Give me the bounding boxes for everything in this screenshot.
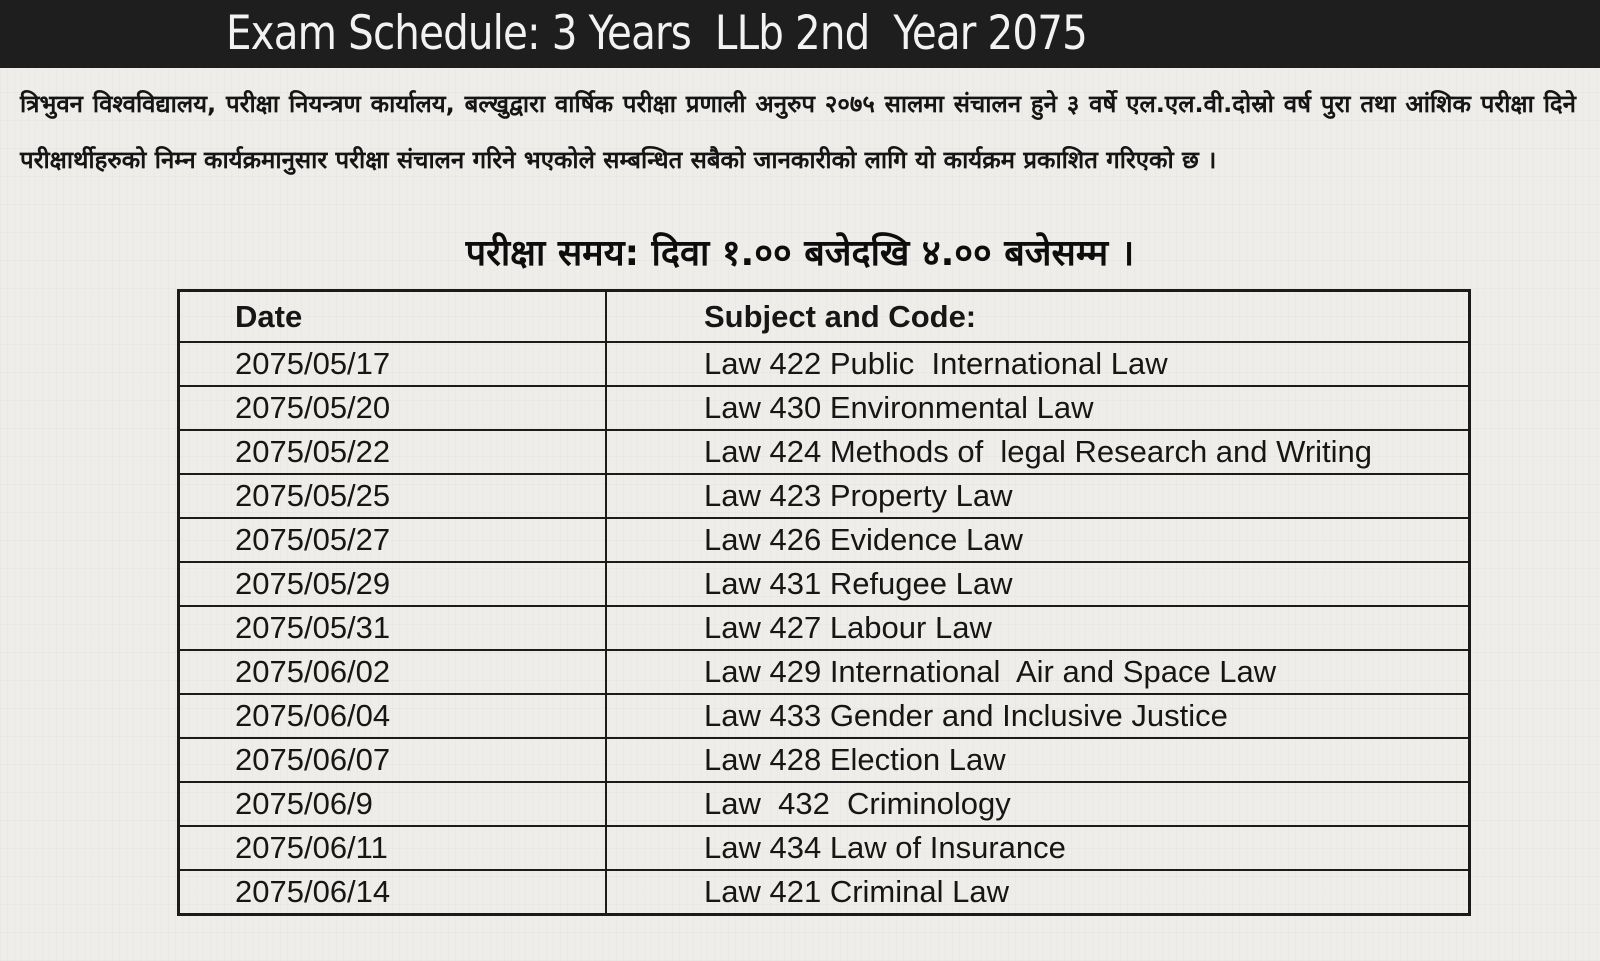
table-row bbox=[179, 650, 1470, 694]
date-cell: 2075/06/02 bbox=[179, 650, 607, 694]
subject-cell: Law 427 Labour Law bbox=[606, 606, 1470, 650]
table-row bbox=[179, 386, 1470, 430]
table-row bbox=[179, 518, 1470, 562]
exam-time-heading: परीक्षा समय: दिवा १.०० बजेदखि ४.०० बजेसम्म । bbox=[465, 233, 1135, 274]
date-cell: 2075/05/25 bbox=[179, 474, 607, 518]
date-cell: 2075/05/31 bbox=[179, 606, 607, 650]
subject-cell: Law 422 Public International Law bbox=[606, 342, 1470, 386]
table-row bbox=[179, 826, 1470, 870]
date-cell: 2075/05/29 bbox=[179, 562, 607, 606]
table-row bbox=[179, 606, 1470, 650]
subject-cell: Law 421 Criminal Law bbox=[606, 870, 1470, 915]
subject-cell: Law 434 Law of Insurance bbox=[606, 826, 1470, 870]
subject-cell: Law 429 International Air and Space Law bbox=[606, 650, 1470, 694]
table-row bbox=[179, 870, 1470, 915]
table-row bbox=[179, 694, 1470, 738]
subject-column-header: Subject and Code: bbox=[606, 291, 1470, 343]
date-cell: 2075/06/07 bbox=[179, 738, 607, 782]
subject-cell: Law 431 Refugee Law bbox=[606, 562, 1470, 606]
table-row bbox=[179, 430, 1470, 474]
table-row bbox=[179, 738, 1470, 782]
schedule-rows bbox=[179, 342, 1470, 915]
table-row bbox=[179, 342, 1470, 386]
exam-schedule-table bbox=[177, 289, 1471, 916]
header-bar bbox=[0, 0, 1600, 68]
subject-cell: Law 428 Election Law bbox=[606, 738, 1470, 782]
table-row bbox=[179, 782, 1470, 826]
page-title: Exam Schedule: 3 Years LLb 2nd Year 2075 bbox=[226, 6, 1087, 61]
date-cell: 2075/05/22 bbox=[179, 430, 607, 474]
date-cell: 2075/05/17 bbox=[179, 342, 607, 386]
subject-cell: Law 424 Methods of legal Research and Writing bbox=[606, 430, 1470, 474]
date-cell: 2075/06/9 bbox=[179, 782, 607, 826]
date-cell: 2075/06/11 bbox=[179, 826, 607, 870]
notice-paragraph: त्रिभुवन विश्वविद्यालय, परीक्षा नियन्त्रण कार्यालय, बल्खुद्वारा वार्षिक परीक्षा प्रणाली अनुरुप २०७५ सालमा संचालन हुने ३ वर्षे एल.एल.वी.दोस्रो वर्ष पुरा तथा आंशिक परीक्षा दिने परीक्षार्थीहरुको निम्न कार्यक्रमानुसार परीक्षा संचालन गरिने भएकोले सम्बन्धित सबैको जानकारीको लागि यो कार्यक्रम प्रकाशित गरिएको छ । bbox=[20, 90, 1576, 174]
subject-cell: Law 432 Criminology bbox=[606, 782, 1470, 826]
date-cell: 2075/06/04 bbox=[179, 694, 607, 738]
table-header-row bbox=[179, 291, 1470, 343]
date-cell: 2075/05/20 bbox=[179, 386, 607, 430]
date-cell: 2075/06/14 bbox=[179, 870, 607, 915]
subject-cell: Law 430 Environmental Law bbox=[606, 386, 1470, 430]
subject-cell: Law 433 Gender and Inclusive Justice bbox=[606, 694, 1470, 738]
table-row bbox=[179, 474, 1470, 518]
date-column-header: Date bbox=[179, 291, 607, 343]
table-row bbox=[179, 562, 1470, 606]
subject-cell: Law 426 Evidence Law bbox=[606, 518, 1470, 562]
date-cell: 2075/05/27 bbox=[179, 518, 607, 562]
subject-cell: Law 423 Property Law bbox=[606, 474, 1470, 518]
